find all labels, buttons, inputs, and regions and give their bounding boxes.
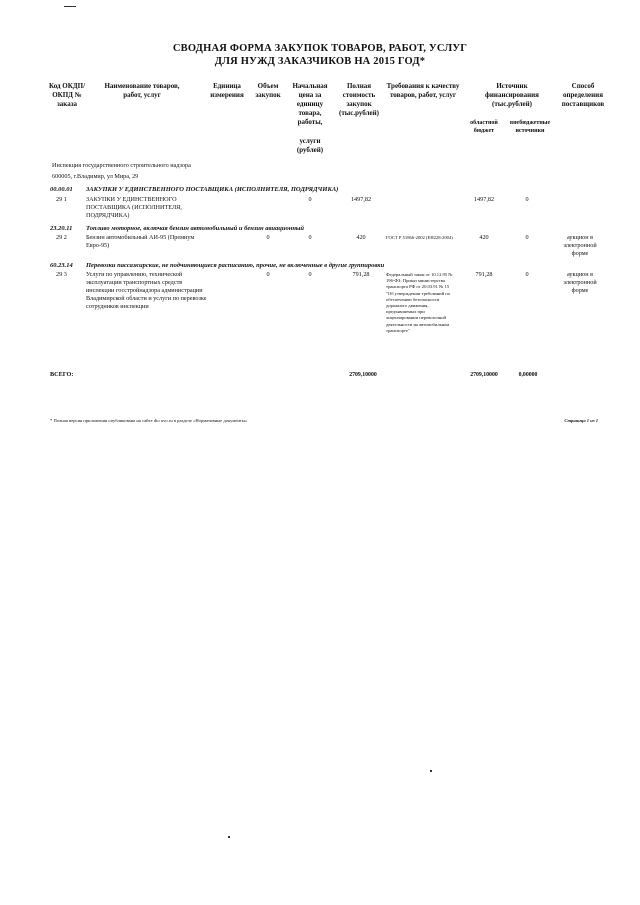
row-method: аукцион в электронной форме xyxy=(563,271,597,294)
row-number: 29 2 xyxy=(56,234,67,241)
row-item-name: ЗАКУПКИ У ЕДИНСТВЕННОГО ПОСТАВЩИКА (ИСПОЛНИТЕЛЯ, ПОДРЯДЧИКА) xyxy=(86,196,182,219)
header-method: Способ определения поставщиков xyxy=(561,82,605,108)
row-extra: 0 xyxy=(525,271,529,278)
group-title: ЗАКУПКИ У ЕДИНСТВЕННОГО ПОСТАВЩИКА (ИСПОЛНИТЕЛЯ, ПОДРЯДЧИКА) xyxy=(86,186,339,193)
total-cost: 2709,10000 xyxy=(349,372,377,378)
total-regional: 2709,10000 xyxy=(470,372,498,378)
document-title-line2: ДЛЯ НУЖД ЗАКАЗЧИКОВ НА 2015 ГОД* xyxy=(214,56,426,67)
row-volume: 0 xyxy=(266,271,270,278)
row-price: 0 xyxy=(308,196,312,203)
header-price: Начальная цена за единицу товара, работы, xyxy=(292,82,328,126)
header-code: Код ОКДП/ ОКПД № заказа xyxy=(48,82,86,108)
row-item-name: Услуги по управлению, технической эксплуатации транспортных средств инспекции госстройнадзора администрации Владимирской области и услуги по перевозке сотрудников инспекции xyxy=(86,271,207,310)
scan-mark xyxy=(64,6,76,7)
scan-speck xyxy=(430,770,432,772)
row-extra: 0 xyxy=(525,196,529,203)
row-regional: 791,28 xyxy=(475,271,493,278)
header-unit: Единица измерения xyxy=(210,82,244,99)
row-regional: 420 xyxy=(479,234,489,241)
header-regional-budget: областной бюджет xyxy=(470,120,498,134)
header-volume: Объем закупок xyxy=(255,82,281,99)
page-number: Страница 1 из 1 xyxy=(564,418,598,423)
row-number: 29 3 xyxy=(56,271,67,278)
row-requirements: ГОСТ Р 51866-2002 (ЕН228-2004) xyxy=(386,235,453,240)
row-cost: 1497,82 xyxy=(350,196,372,203)
header-cost: Полная стоимость закупок (тыс.рублей) xyxy=(338,82,380,117)
row-cost: 791,28 xyxy=(352,271,370,278)
row-method: аукцион в электронной форме xyxy=(563,234,597,257)
header-price-cont: услуги (рублей) xyxy=(296,137,324,154)
header-funding: Источник финансирования (тыс.рублей) xyxy=(485,82,539,108)
group-code: 23.20.11 xyxy=(50,225,73,232)
row-price: 0 xyxy=(308,271,312,278)
group-title: Топливо моторное, включая бензин автомобильный и бензин авиационный xyxy=(86,225,305,232)
total-label: ВСЕГО: xyxy=(50,371,74,378)
row-regional: 1497,82 xyxy=(473,196,495,203)
row-requirements: Федеральный закон от 10.12.95 № 196-ФЗ; Приказ министерства транспорта РФ от 20.03.91 № 15 "Об утверждении требований по обеспечению безопасности дорожного движения, предъявляемых при лицензировании перевозочной деятельности на автомобильном транспорте" xyxy=(386,272,453,333)
customer-name: Инспекция государственного строительного надзора xyxy=(52,162,191,169)
header-requirements: Требования к качеству товаров, работ, услуг xyxy=(386,82,460,99)
total-extra: 0,00000 xyxy=(518,372,538,378)
row-item-name: Бензин автомобильный АИ-95 (Премиум Евро-95) xyxy=(86,234,195,249)
customer-address: 600005, г.Владимир, ул Мира, 29 xyxy=(52,173,139,180)
footer-note: * Полная версия приложения опубликована на сайте dio uvo.ru в разделе «Нормативные документы» xyxy=(50,418,248,423)
row-volume: 0 xyxy=(266,234,270,241)
row-extra: 0 xyxy=(525,234,529,241)
header-extra-budget: внебюджетные источники xyxy=(509,120,551,134)
group-code: 00.00.01 xyxy=(50,186,73,193)
row-number: 29 1 xyxy=(56,196,67,203)
document-title-line1: СВОДНАЯ ФОРМА ЗАКУПОК ТОВАРОВ, РАБОТ, УСЛУГ xyxy=(172,43,468,54)
header-name: Наименование товаров, работ, услуг xyxy=(104,82,180,99)
group-title: Перевозки пассажирские, не подчиняющиеся расписанию, прочие, не включенные в другие группировки xyxy=(86,262,385,269)
row-price: 0 xyxy=(308,234,312,241)
row-cost: 420 xyxy=(356,234,366,241)
group-code: 60.23.14 xyxy=(50,262,73,269)
scan-speck xyxy=(228,836,230,838)
